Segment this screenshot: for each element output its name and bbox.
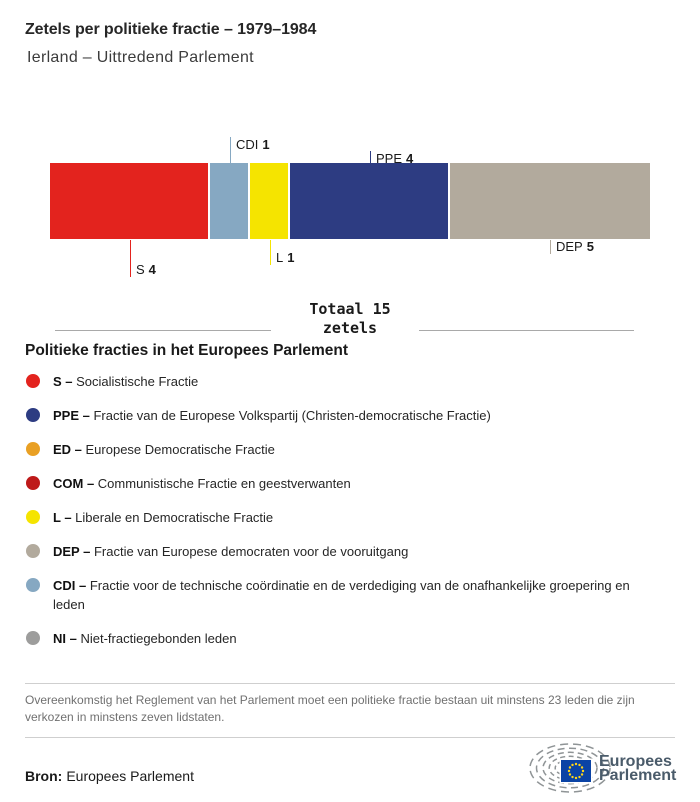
legend-item-l bbox=[25, 508, 657, 527]
tick-l bbox=[270, 240, 271, 265]
tick-dep bbox=[550, 240, 551, 254]
source-label: Bron: bbox=[25, 768, 63, 784]
legend-item-code: PPE – bbox=[53, 408, 94, 423]
footnote-divider-bottom bbox=[25, 737, 675, 738]
tick-label-s bbox=[136, 263, 156, 277]
source-line bbox=[25, 768, 194, 784]
tick-label-code: DEP bbox=[556, 239, 583, 254]
tick-label-value: 1 bbox=[262, 137, 270, 152]
legend-item-name: Communistische Fractie en geestverwanten bbox=[97, 476, 351, 491]
legend-item-name: Liberale en Democratische Fractie bbox=[75, 510, 274, 525]
legend-heading: Politieke fracties in het Europees Parlement bbox=[25, 342, 349, 359]
total-seats-text bbox=[0, 300, 700, 338]
l-dot-icon bbox=[26, 510, 40, 524]
total-divider-right bbox=[419, 330, 634, 331]
seats-bar bbox=[50, 163, 650, 239]
page-title: Zetels per politieke fractie – 1979–1984 bbox=[25, 21, 317, 38]
tick-label-code: CDI bbox=[236, 137, 259, 152]
legend-item-code: DEP – bbox=[53, 544, 94, 559]
legend-item-code: ED – bbox=[53, 442, 86, 457]
legend-item-code: L – bbox=[53, 510, 76, 525]
tick-label-cdi bbox=[236, 138, 270, 152]
tick-label-code: S bbox=[136, 262, 145, 277]
ep-logo bbox=[528, 741, 688, 794]
s-dot-icon bbox=[26, 374, 40, 388]
tick-label-code: PPE bbox=[376, 151, 403, 166]
tick-label-value: 4 bbox=[406, 151, 414, 166]
source-value: Europees Parlement bbox=[66, 768, 194, 784]
legend-item-name: Socialistische Fractie bbox=[76, 374, 199, 389]
legend-item-s bbox=[25, 372, 657, 391]
legend-item-name: Fractie van Europese democraten voor de vooruitgang bbox=[93, 544, 409, 559]
ppe-dot-icon bbox=[26, 408, 40, 422]
ni-dot-icon bbox=[26, 631, 40, 645]
tick-ppe bbox=[370, 151, 371, 163]
dep-dot-icon bbox=[26, 544, 40, 558]
footnote-text: Overeenkomstig het Reglement van het Parlement moet een politieke fractie bestaan uit minstens 23 leden die zijn verkozen in minstens zeven lidstaten. bbox=[25, 693, 635, 724]
bar-segment-l bbox=[250, 163, 290, 239]
tick-label-l bbox=[276, 251, 294, 265]
legend-item-name: Niet-fractiegebonden leden bbox=[80, 631, 237, 646]
legend-item-ppe bbox=[25, 406, 657, 425]
tick-label-value: 1 bbox=[287, 250, 295, 265]
page-subtitle: Ierland – Uittredend Parlement bbox=[27, 49, 254, 66]
legend-item-code: S – bbox=[53, 374, 77, 389]
seats-chart bbox=[50, 130, 650, 280]
total-line2: zetels bbox=[322, 319, 378, 337]
total-seats-block bbox=[0, 300, 700, 340]
legend-item-cdi bbox=[25, 576, 657, 614]
legend-item-dep bbox=[25, 542, 657, 561]
cdi-dot-icon bbox=[26, 578, 40, 592]
bar-segment-cdi bbox=[210, 163, 250, 239]
tick-label-dep bbox=[556, 240, 594, 254]
tick-label-value: 4 bbox=[148, 262, 156, 277]
footnote-divider-top bbox=[25, 683, 675, 684]
bar-segment-dep bbox=[450, 163, 650, 239]
legend-item-name: Fractie van de Europese Volkspartij (Christen-democratische Fractie) bbox=[93, 408, 491, 423]
total-line1: Totaal 15 bbox=[309, 300, 391, 318]
legend-item-ni bbox=[25, 629, 657, 648]
logo-text-line2: Parlement bbox=[599, 767, 677, 784]
legend-item-code: CDI – bbox=[53, 578, 90, 593]
legend-list bbox=[25, 372, 657, 663]
bar-segment-s bbox=[50, 163, 210, 239]
tick-label-code: L bbox=[276, 250, 284, 265]
legend-item-com bbox=[25, 474, 657, 493]
com-dot-icon bbox=[26, 476, 40, 490]
ed-dot-icon bbox=[26, 442, 40, 456]
tick-cdi bbox=[230, 137, 231, 163]
legend-item-name: Fractie voor de technische coördinatie en de verdediging van de onafhankelijke groepering en leden bbox=[53, 578, 630, 612]
legend-item-ed bbox=[25, 440, 657, 459]
bar-segment-ppe bbox=[290, 163, 450, 239]
legend-item-code: COM – bbox=[53, 476, 98, 491]
legend-item-name: Europese Democratische Fractie bbox=[85, 442, 275, 457]
tick-s bbox=[130, 240, 131, 277]
tick-label-value: 5 bbox=[586, 239, 594, 254]
logo-text-line1: Europees bbox=[599, 753, 672, 770]
legend-item-code: NI – bbox=[53, 631, 81, 646]
tick-label-ppe bbox=[376, 152, 413, 166]
